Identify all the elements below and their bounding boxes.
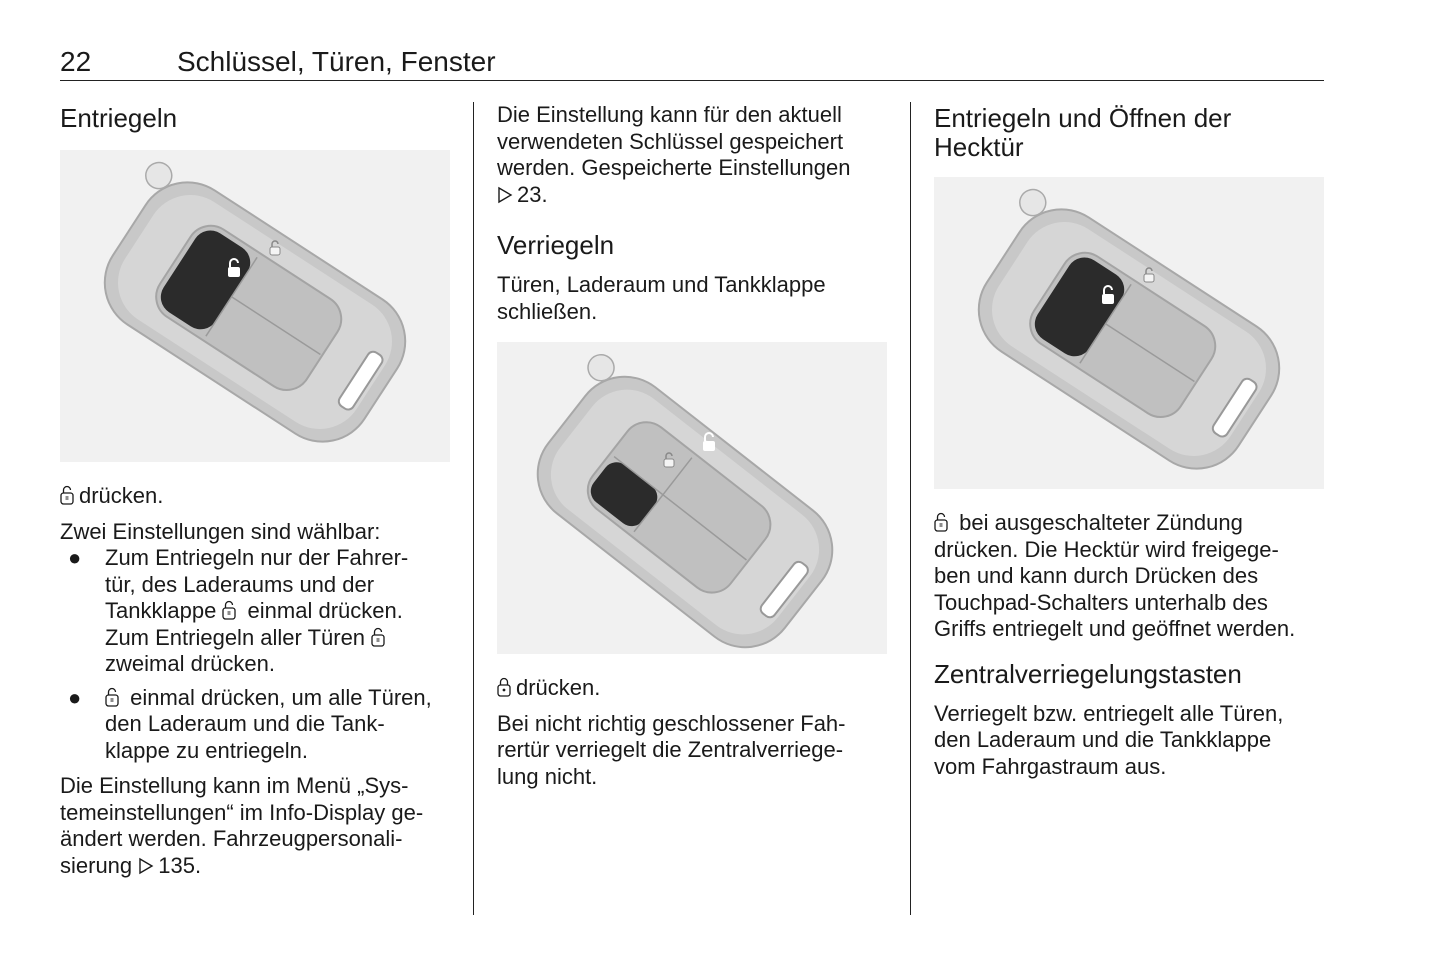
section-heading-zentralverriegelung: Zentralverriegelungstasten xyxy=(934,658,1242,689)
page-reference-arrow-icon xyxy=(497,186,513,204)
bullet-icon: ● xyxy=(68,545,82,570)
paragraph-unlock-press: drücken. xyxy=(60,483,452,510)
column-1 xyxy=(60,102,452,879)
unlock-icon xyxy=(222,600,236,620)
paragraph-save-setting: Die Einstellung kann für den aktuell verwendeten Schlüssel gespeichert werden. Gespeicherte Einstellungen 23. xyxy=(497,102,851,207)
unlock-icon xyxy=(371,627,385,647)
key-fob-image xyxy=(60,150,450,462)
column-3 xyxy=(934,102,1326,780)
lock-icon xyxy=(497,677,511,697)
paragraph-lock-warning: Bei nicht richtig geschlossener Fah- rertür verriegelt die Zentralverriege- lung nicht. xyxy=(497,710,846,789)
key-fob-image xyxy=(934,177,1324,489)
paragraph-lock-scope: Türen, Laderaum und Tankklappe schließen. xyxy=(497,272,826,324)
key-fob-tailgate-illustration xyxy=(934,177,1324,489)
page-reference-arrow-icon xyxy=(138,857,154,875)
key-fob-unlock-illustration xyxy=(60,150,450,462)
section-heading-verriegeln: Verriegeln xyxy=(497,230,615,260)
column-2 xyxy=(497,102,889,790)
unlock-icon xyxy=(60,485,74,505)
unlock-icon xyxy=(105,687,119,707)
chapter-title: Schlüssel, Türen, Fenster xyxy=(177,46,496,77)
paragraph-central-lock: Verriegelt bzw. entriegelt alle Türen, den Laderaum und die Tankklappe vom Fahrgastraum aus. xyxy=(934,700,1284,779)
list-item: ● Zum Entriegeln nur der Fahrer- tür, des Laderaums und der Tankklappe einmal drücken. Zum Entriegeln aller Türen zweimal drücken. xyxy=(68,545,409,676)
page-reference-link[interactable]: 23. xyxy=(517,181,548,207)
page-header xyxy=(60,46,1324,81)
paragraph-settings: Zwei Einstellungen sind wählbar: xyxy=(60,518,381,544)
section-heading-hecktuer: Entriegeln und Öffnen der Hecktür xyxy=(934,103,1232,162)
paragraph-info-display: Die Einstellung kann im Menü „Sys- temeinstellungen“ im Info-Display ge- ändert werden. Fahrzeugpersonali- sierung 135. xyxy=(60,773,424,878)
paragraph-lock-press: drücken. xyxy=(497,675,889,702)
bullet-icon: ● xyxy=(68,684,82,710)
list-item: ● einmal drücken, um alle Türen, den Laderaum und die Tank- klappe zu entriegeln. xyxy=(68,684,432,763)
key-fob-image xyxy=(497,342,887,654)
page-reference-link[interactable]: 135. xyxy=(158,852,202,878)
page-number: 22 xyxy=(60,46,92,77)
column-divider xyxy=(910,102,911,915)
key-fob-lock-illustration xyxy=(497,342,887,654)
column-divider xyxy=(473,102,474,915)
settings-list xyxy=(60,545,452,764)
section-heading-entriegeln: Entriegeln xyxy=(60,103,178,133)
paragraph-tailgate: bei ausgeschalteter Zündung drücken. Die Hecktür wird freigege- ben und kann durch Drücken des Touchpad-Schalters unterhalb des Griffs entriegelt und geöffnet werden. xyxy=(934,510,1296,641)
unlock-icon xyxy=(934,512,948,532)
